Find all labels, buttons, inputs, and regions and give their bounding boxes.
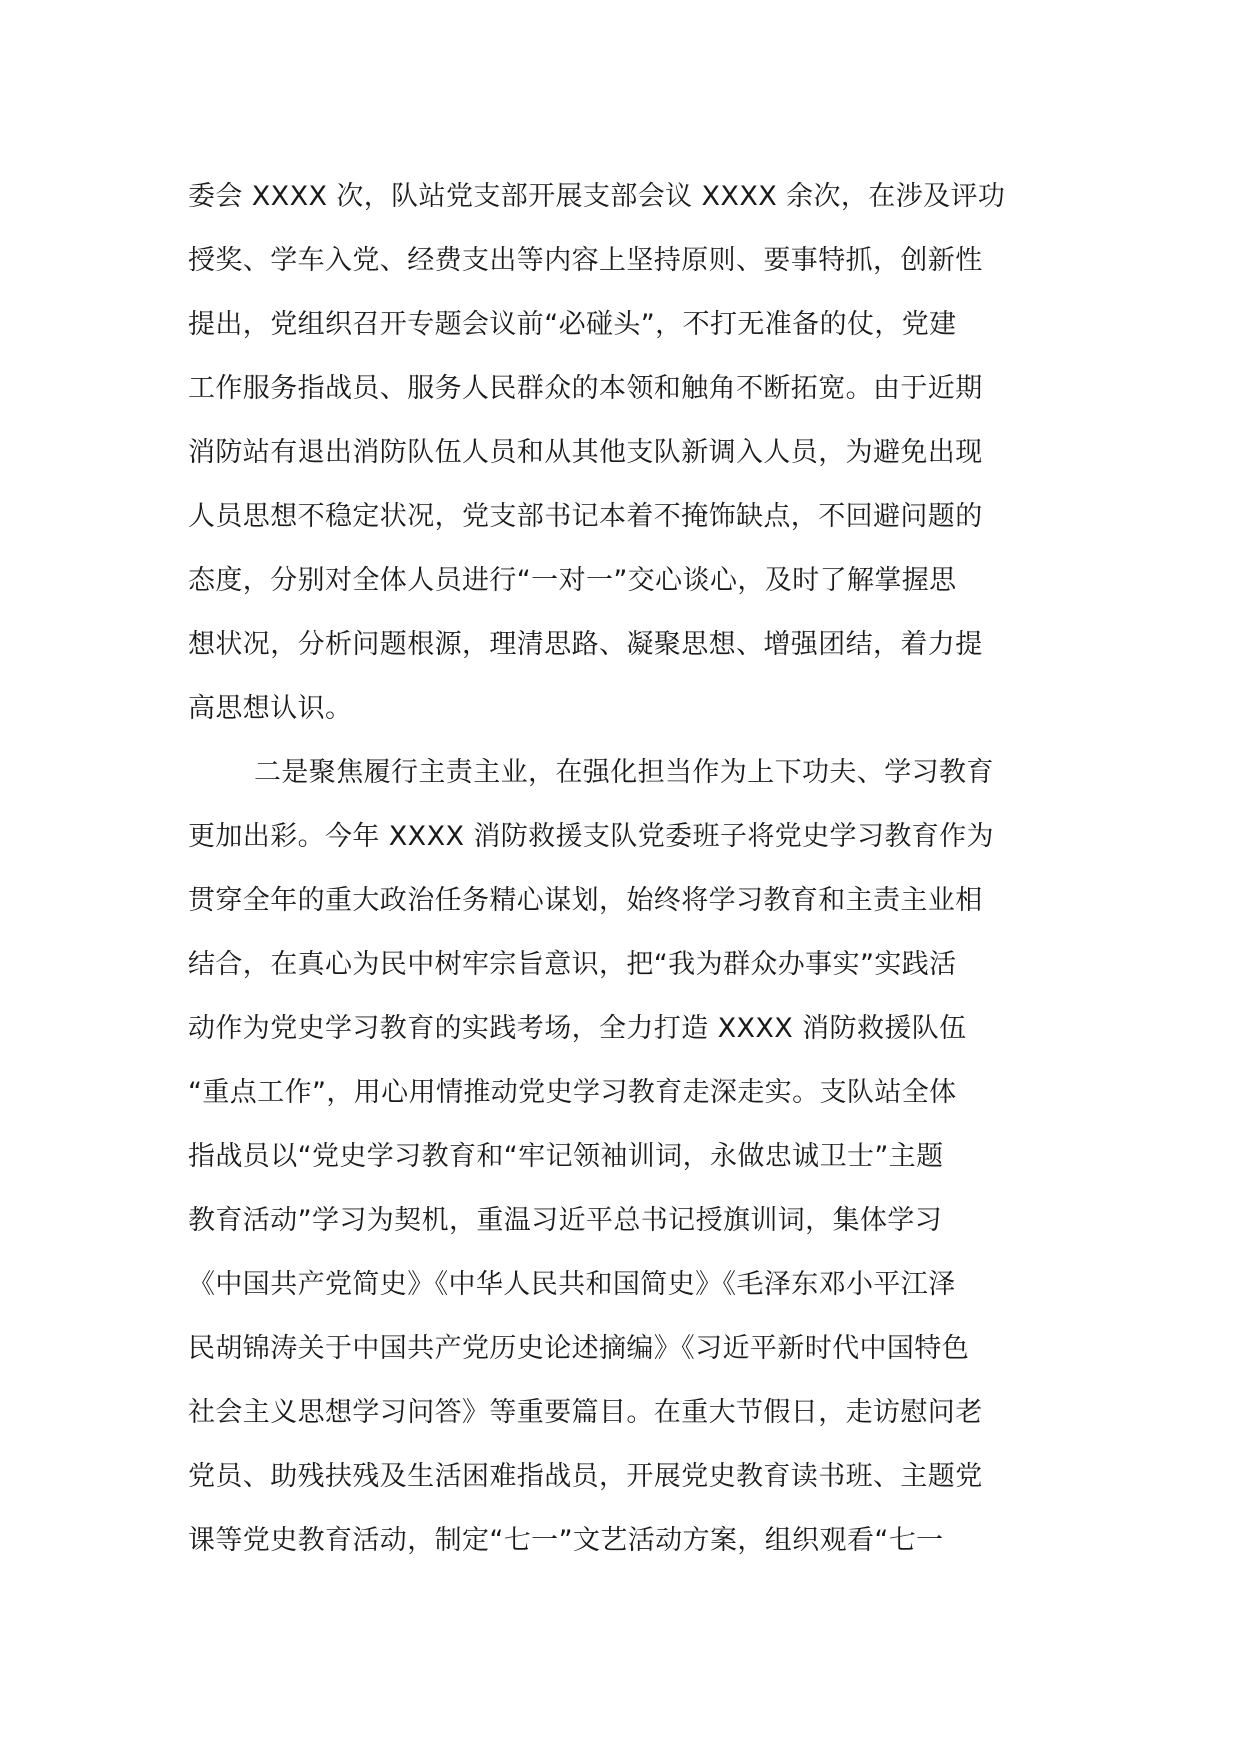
text-line: 课等党史教育活动，制定“七一”文艺活动方案，组织观看“七一	[188, 1525, 944, 1556]
text-line: 高思想认识。	[188, 693, 353, 724]
text-line: 态度，分别对全体人员进行“一对一”交心谈心，及时了解掌握思	[188, 565, 957, 596]
text-line: “重点工作”，用心用情推动党史学习教育走深走实。支队站全体	[188, 1077, 957, 1108]
text-line: 党员、助残扶残及生活困难指战员，开展党史教育读书班、主题党	[188, 1461, 983, 1492]
text-line: 想状况，分析问题根源，理清思路、凝聚思想、增强团结，着力提	[188, 629, 983, 660]
text-line: 人员思想不稳定状况，党支部书记本着不掩饰缺点，不回避问题的	[188, 501, 983, 532]
text-line: 授奖、学车入党、经费支出等内容上坚持原则、要事特抓，创新性	[188, 245, 983, 276]
text-line: 消防站有退出消防队伍人员和从其他支队新调入人员，为避免出现	[188, 437, 983, 468]
text-line: 动作为党史学习教育的实践考场，全力打造 XXXX 消防救援队伍	[188, 1013, 967, 1044]
paragraph-start-line: 二是聚焦履行主责主业，在强化担当作为上下功夫、学习教育	[254, 757, 994, 788]
text-line: 工作服务指战员、服务人民群众的本领和触角不断拓宽。由于近期	[188, 373, 983, 404]
text-line: 结合，在真心为民中树牢宗旨意识，把“我为群众办事实”实践活	[188, 949, 957, 980]
text-line: 提出，党组织召开专题会议前“必碰头”，不打无准备的仗，党建	[188, 309, 957, 340]
text-line: 委会 XXXX 次，队站党支部开展支部会议 XXXX 余次，在涉及评功	[188, 181, 1006, 212]
document-body	[188, 165, 1052, 1573]
text-line: 贯穿全年的重大政治任务精心谋划，始终将学习教育和主责主业相	[188, 885, 983, 916]
text-line: 指战员以“党史学习教育和“牢记领袖训词，永做忠诚卫士”主题	[188, 1141, 944, 1172]
text-line: 《中国共产党简史》《中华人民共和国简史》《毛泽东邓小平江泽	[188, 1269, 956, 1300]
text-line: 更加出彩。今年 XXXX 消防救援支队党委班子将党史学习教育作为	[188, 821, 994, 852]
text-line: 教育活动”学习为契机，重温习近平总书记授旗训词，集体学习	[188, 1205, 943, 1236]
text-line: 民胡锦涛关于中国共产党历史论述摘编》《习近平新时代中国特色	[188, 1333, 970, 1364]
text-line: 社会主义思想学习问答》等重要篇目。在重大节假日，走访慰问老	[188, 1397, 983, 1428]
